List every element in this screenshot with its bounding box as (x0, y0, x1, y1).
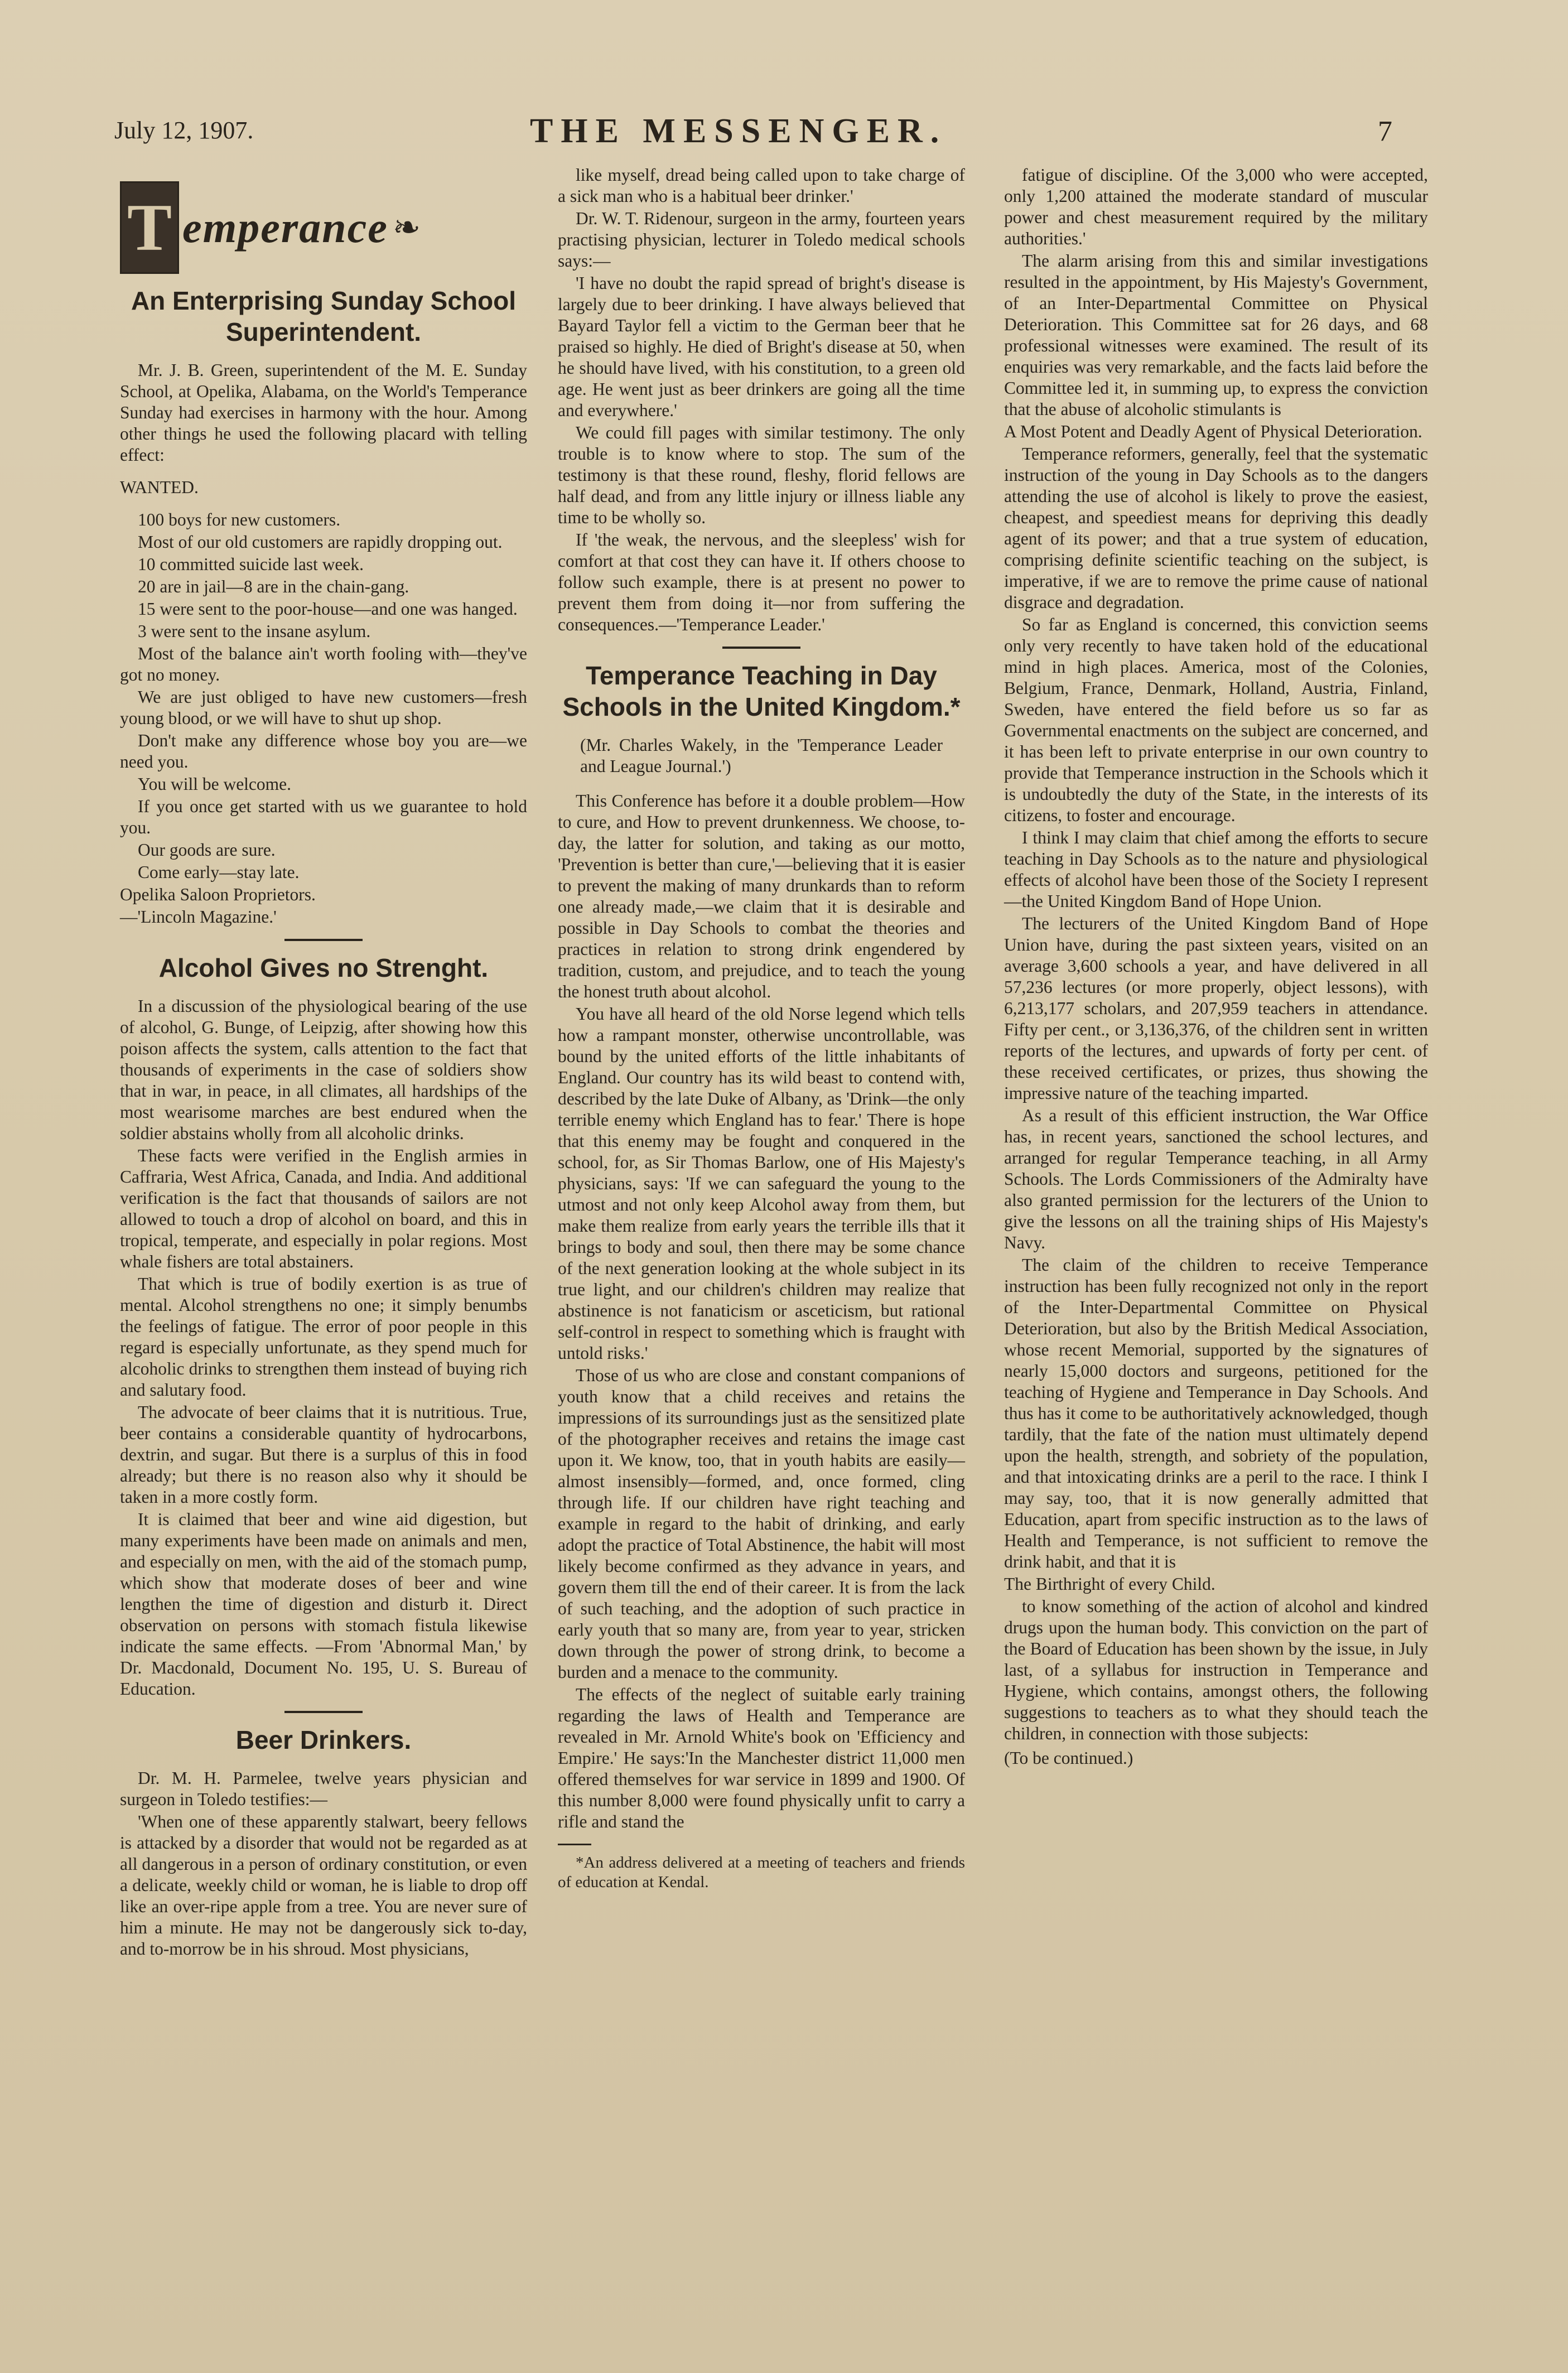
paragraph: These facts were verified in the English armies in Caffraria, West Africa, Canada, and India. And additional verification is the fact that thousands of sailors are not allowed to touch a drop of alcohol on board, and this in tropical, temperate, and especially in polar regions. Most whale fishers are total abstainers. (120, 1146, 527, 1271)
divider (722, 647, 800, 649)
page-number: 7 (1378, 115, 1392, 147)
paragraph: This Conference has before it a double problem—How to cure, and How to prevent drunkenness. We choose, to-day, the latter for solution, and taking as our motto, 'Prevention is better than cure,'—believing that it is easier to prevent the making of many drunkards than to reform one already made,—we claim that it is desirable and possible in Day Schools to combat the theories and practices in relation to strong drink engendered by tradition, custom, and prejudice, and to teach the young the honest truth about alcohol. (558, 791, 965, 1001)
article-title: Temperance Teaching in Day Schools in the United Kingdom.* (562, 661, 961, 721)
logo-text: emperance (182, 203, 388, 252)
signature: Opelika Saloon Proprietors. (120, 885, 316, 904)
paragraph: to know something of the action of alcohol and kindred drugs upon the human body. This conviction on the part of the Board of Education has been shown by the issue, in July last, of a syllabus for instruction in Temperance and Hygiene, which contains, amongst others, the following suggestions to teachers as to what they should teach the children, in connection with those subjects: (1004, 1597, 1428, 1743)
paragraph: The effects of the neglect of suitable early training regarding the laws of Health and Temperance are revealed in Mr. Arnold White's book on 'Efficiency and Empire.' He says:'In the Manchester district 11,000 men offered themselves for war service in 1899 and 1900. Of this number 8,000 were found physically unfit to carry a rifle and stand the (558, 1685, 965, 1831)
article-body (120, 1768, 527, 1960)
paragraph: 'I have no doubt the rapid spread of bright's disease is largely due to beer drinking. I have always believed that Bayard Taylor fell a victim to the German beer that he praised so highly. He died of Bright's disease at 50, when he should have lived, with his constitution, to a green old age. He went just as beer drinkers are going all the time and everywhere.' (558, 273, 965, 420)
paragraph: If you once get started with us we guarantee to hold you. (120, 797, 527, 837)
paragraph: The lecturers of the United Kingdom Band of Hope Union have, during the past sixteen years, visited on an average 3,600 schools a year, and have delivered in all 57,236 lectures (or more properly, object lessons), with 6,213,177 scholars, and 207,959 teachers in attendance. Fifty per cent., or 3,136,376, of the children sent in written reports of the lectures, and upwards of forty per cent. of these received certificates, or prizes, thus showing the impressive nature of the teaching imparted. (1004, 914, 1428, 1103)
divider (284, 1711, 363, 1713)
paragraph: It is claimed that beer and wine aid digestion, but many experiments have been made on animals and men, and especially on men, with the aid of the stomach pump, which show that moderate doses of beer and wine lengthen the time of digestion and disturb it. Direct observation on persons with stomach fistula likewise indicate the same effects. —From 'Abnormal Man,' by Dr. Macdonald, Document No. 195, U. S. Bureau of Education. (120, 1509, 527, 1699)
article-body (1004, 165, 1428, 420)
paragraph: We could fill pages with similar testimony. The only trouble is to know where to stop. The sum of the testimony is that these round, fleshy, florid fellows are half dead, and from any little injury or illness liable any time to be wholly so. (558, 423, 965, 527)
continued-note: (To be continued.) (1004, 1748, 1133, 1768)
byline: (Mr. Charles Wakely, in the 'Temperance Leader and League Journal.') (580, 735, 943, 776)
paragraph: 10 committed suicide last week. (138, 554, 364, 574)
paragraph: fatigue of discipline. Of the 3,000 who were accepted, only 1,200 attained the moderate standard of muscular power and chest measurement required by the military authorities.' (1004, 165, 1428, 248)
paragraph: That which is true of bodily exertion is as true of mental. Alcohol strengthens no one; it simply benumbs the feelings of fatigue. The error of poor people in this regard is especially unfortunate, as they spend much for alcoholic drinks to strengthen them instead of buying rich and salutary food. (120, 1274, 527, 1400)
paragraph: 100 boys for new customers. (138, 510, 341, 529)
paragraph: 3 were sent to the insane asylum. (138, 621, 371, 641)
paragraph: 20 are in jail—8 are in the chain-gang. (138, 577, 409, 596)
paragraph: In a discussion of the physiological bearing of the use of alcohol, G. Bunge, of Leipzig, after showing how this poison affects the system, calls attention to the fact that thousands of experiments in the case of soldiers show that in war, in peace, in all climates, all hardships of the most wearisome marches are best endured when the soldier abstains wholly from all alcoholic drinks. (120, 996, 527, 1143)
article-title: Beer Drinkers. (235, 1725, 412, 1754)
footnote-rule (558, 1844, 591, 1845)
paragraph: You have all heard of the old Norse legend which tells how a rampant monster, otherwise uncontrollable, was bound by the united efforts of the little inhabitants of England. Our country has its wild beast to contend with, described by the late Duke of Albany, as 'Drink—the only terrible enemy which England has to fear.' There is hope that this enemy may be fought and conquered in the school, for, as Sir Thomas Barlow, one of His Majesty's physicians, says: 'If we can safeguard the young to the utmost and not only keep Alcohol away from them, but make them realize from early years the terrible ills that it brings to body and soul, then there may be some chance of the next generation looking at the whole subject in its true light, and our children's children may realize that abstinence is not fanaticism or asceticism, but rational self-control in respect to something which is fraught with untold risks.' (558, 1004, 965, 1363)
paragraph: If 'the weak, the nervous, and the sleepless' wish for comfort at that cost they can have it. If others choose to follow such example, there is at present no power to prevent them from doing it—nor from suffering the consequences.—'Temperance Leader.' (558, 530, 965, 634)
paragraph: Most of the balance ain't worth fooling with—they've got no money. (120, 644, 527, 684)
source-credit: —'Lincoln Magazine.' (120, 907, 277, 927)
footnote: *An address delivered at a meeting of teachers and friends of education at Kendal. (558, 1854, 965, 1891)
temperance-logo (120, 181, 527, 274)
paragraph: 'When one of these apparently stalwart, beery fellows is attacked by a disorder that would not be regarded as at all dangerous in a person of ordinary constitution, or even a delicate, weekly child or woman, he is liable to drop off like an over-ripe apple from a tree. You are never sure of him a minute. He may not be dangerously sick to-day, and to-morrow be in his shroud. Most physicians, (120, 1812, 527, 1959)
logo-initial: T (120, 181, 179, 274)
paragraph: The claim of the children to receive Temperance instruction has been fully recognized not only in the report of the Inter-Departmental Committee on Physical Deterioration, but also by the British Medical Association, whose recent Memorial, supported by the signatures of nearly 15,000 doctors and surgeons, petitioned for the teaching of Hygiene and Temperance in Day Schools. And thus has it come to be authoritatively acknowledged, though tardily, that the fate of the nation must ultimately depend upon the health, strength, and sobriety of the population, and that intoxicating drinks are a peril to the race. I think I may say, too, that it is now generally admitted that Education, apart from specific instruction as to the laws of Health and Temperance, is not sufficient to remove the drink habit, and that it is (1004, 1255, 1428, 1571)
column-1 (120, 165, 527, 1961)
article-body (1004, 1596, 1428, 1744)
paragraph: As a result of this efficient instruction, the War Office has, in recent years, sanctioned the school lectures, and arranged for regular Temperance teaching, in all Army Schools. The Lords Commissioners of the Admiralty have also granted permission for the lecturers of the Union to give the lessons on all the training ships of His Majesty's Navy. (1004, 1106, 1428, 1252)
subheading: A Most Potent and Deadly Agent of Physical Deterioration. (1004, 422, 1422, 441)
paragraph: Mr. J. B. Green, superintendent of the M. E. Sunday School, at Opelika, Alabama, on the World's Temperance Sunday had exercises in harmony with the hour. Among other things he used the following placard with telling effect: (120, 360, 527, 465)
article-body (120, 996, 527, 1700)
article-title: An Enterprising Sunday School Superintendent. (131, 286, 517, 346)
paragraph: Come early—stay late. (138, 862, 300, 882)
article-title: Alcohol Gives no Strenght. (158, 953, 489, 982)
paragraph: Those of us who are close and constant companions of youth know that a child receives and retains the impressions of its surroundings just as the sensitized plate of the photographer receives and retains the image cast upon it. We know, too, that in youth habits are easily—almost insensibly—formed, and, once formed, cling through life. If our children have right teaching and example in regard to the habit of drinking, and early adopt the practice of Total Abstinence, the habit will most likely become confirmed as they advance in years, and govern them till the end of their career. It is from the lack of such teaching, and the adoption of such practice in early youth that so many are, from year to year, stricken down through the power of strong drink, to become a burden and a menace to the community. (558, 1366, 965, 1682)
divider (284, 939, 363, 941)
article-body (558, 165, 965, 635)
newspaper-title: THE MESSENGER. (530, 112, 947, 150)
paragraph: Dr. W. T. Ridenour, surgeon in the army, fourteen years practising physician, lecturer in Toledo medical schools says:— (558, 209, 965, 271)
paragraph: So far as England is concerned, this conviction seems only very recently to have taken hold of the educational mind in high places. America, most of the Colonies, Belgium, France, Denmark, Holland, Austria, Finland, Sweden, have entered the field before us so far as Governmental enactments on the subject are concerned, and it has been left to private enterprise in our own country to provide that Temperance instruction in the Schools which it is undoubtedly the duty of the State, in the interests of its citizens, to foster and encourage. (1004, 615, 1428, 825)
paragraph: Our goods are sure. (138, 840, 276, 860)
paragraph: Dr. M. H. Parmelee, twelve years physician and surgeon in Toledo testifies:— (120, 1768, 527, 1809)
column-2 (558, 165, 965, 1893)
paragraph: like myself, dread being called upon to take charge of a sick man who is a habitual beer drinker.' (558, 165, 965, 206)
paragraph: Temperance reformers, generally, feel that the systematic instruction of the young in Day Schools as to the dangers attending the use of alcohol is likely to prove the easiest, cheapest, and speediest means for depriving this deadly agent of its power; and that a true system of education, comprising definite scientific teaching on the subject, is imperative, if we are to remove the prime cause of national disgrace and degradation. (1004, 444, 1428, 612)
paragraph: We are just obliged to have new customers—fresh young blood, or we will have to shut up shop. (120, 687, 527, 728)
paragraph: The alarm arising from this and similar investigations resulted in the appointment, by His Majesty's Government, of an Inter-Departmental Committee on Physical Deterioration. This Committee sat for 26 days, and 68 professional witnesses were examined. The result of its enquiries was very remarkable, and the facts laid before the Committee led it, in summing up, to express the conviction that the abuse of alcoholic stimulants is (1004, 251, 1428, 419)
article-body (558, 790, 965, 1832)
paragraph: I think I may claim that chief among the efforts to secure teaching in Day Schools as to the nature and physiological effects of alcohol have been those of the Society I represent—the United Kingdom Band of Hope Union. (1004, 828, 1428, 911)
paragraph: Most of our old customers are rapidly dropping out. (138, 532, 503, 552)
paragraph: Don't make any difference whose boy you are—we need you. (120, 731, 527, 771)
placard-lines (120, 509, 527, 883)
paragraph: You will be welcome. (138, 774, 292, 794)
paragraph: 15 were sent to the poor-house—and one was hanged. (138, 599, 518, 619)
subheading: The Birthright of every Child. (1004, 1574, 1215, 1594)
placard-heading: WANTED. (120, 478, 199, 497)
issue-date: July 12, 1907. (114, 117, 254, 144)
paragraph: The advocate of beer claims that it is nutritious. True, beer contains a considerable quantity of hydrocarbons, dextrin, and sugar. But there is a surplus of this in food already; but there is no reason also why it should be taken in a more costly form. (120, 1402, 527, 1507)
flourish-icon: ❧ (392, 209, 421, 246)
column-3 (1004, 165, 1428, 1770)
article-body (1004, 443, 1428, 1573)
